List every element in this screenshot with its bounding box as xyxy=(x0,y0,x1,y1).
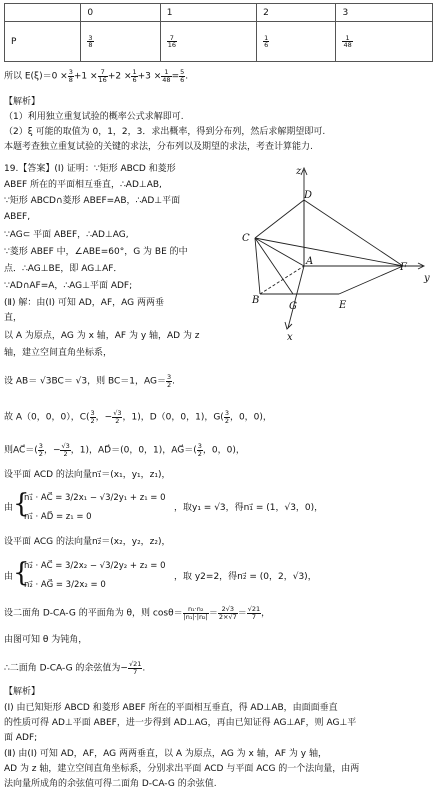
equation-line: n₂⃗ · AC⃗ = 3/2x₂ − √3/2y₂ + z₂ = 0 xyxy=(24,561,166,571)
text-line: 19.【答案】(Ⅰ) 证明：∵矩形 ABCD 和菱形 xyxy=(4,164,176,174)
equation-line: n₂⃗ · AG⃗ = 3/2x₂ = 0 xyxy=(24,580,106,590)
analysis-heading: 【解析】 xyxy=(4,687,41,697)
edge-CD xyxy=(255,200,304,238)
text-line: ABEF 所在的平面相互垂直，∴AD⊥AB, xyxy=(4,180,162,190)
label-B: B xyxy=(252,295,260,306)
fraction: $\frac{3}{8}$ xyxy=(88,33,93,49)
table-cell xyxy=(5,4,81,22)
label-D: D xyxy=(304,190,313,201)
fraction: $\frac{7}{16}$ xyxy=(167,33,176,49)
text-line: 法向量所成角的余弦值可得二面角 D-CA-G 的余弦值. xyxy=(4,779,217,789)
text-line: （1）利用独立重复试验的概率公式求解即可. xyxy=(4,112,184,122)
table-header-row xyxy=(5,4,433,22)
expectation-line: 所以 E(ξ)＝0 × $\frac{3}{8}$ +1 × $\frac{7}{16}$ +2 × $\frac{1}{6}$ +3 × $\frac{1}{48}$ = $\frac{5}{6}$ . xyxy=(4,68,189,84)
fraction: $\frac{1}{6}$ xyxy=(264,33,269,49)
edge-EF xyxy=(339,266,403,294)
text-line: ∵矩形 ABCD∩菱形 ABEF=AB，∴AD⊥平面 xyxy=(4,196,181,206)
text-line: 以 A 为原点，AG 为 x 轴，AF 为 y 轴，AD 为 z xyxy=(4,331,200,341)
table-cell: 3 xyxy=(336,4,433,22)
text-line: ∵菱形 ABEF 中，∠ABE=60°，G 为 BE 的中 xyxy=(4,247,188,257)
label-z: z xyxy=(296,166,302,177)
edge-DF xyxy=(304,200,403,266)
label-x: x xyxy=(287,332,293,340)
table-cell xyxy=(81,22,160,62)
text-line: 的性质可得 AD⊥平面 ABEF，进一步得到 AD⊥AG，再由已知证得 AG⊥AF，则 AG⊥平 xyxy=(4,718,357,728)
text-line: ∵AD∩AF=A，∴AG⊥平面 ADF; xyxy=(4,281,133,291)
x-axis xyxy=(288,266,304,328)
text-line: (Ⅰ) 由已知矩形 ABCD 和菱形 ABEF 所在的平面相互垂直，得 AD⊥AB，由面面垂直 xyxy=(4,703,338,713)
text-line: 点．∴AG⊥BE，即 AG⊥AF． xyxy=(4,264,123,274)
system-prefix: 由 xyxy=(4,572,14,582)
geometry-figure xyxy=(238,160,438,340)
system-prefix: 由 xyxy=(4,503,14,513)
text-line: AD 为 z 轴，建立空间直角坐标系，分别求出平面 ACD 与平面 ACG 的一个法向量，由两 xyxy=(4,764,360,774)
label-G: G xyxy=(289,301,297,312)
table-cell: 1 xyxy=(160,4,256,22)
text-line: ，取y₁ = √3，得n₁⃗ = (1，√3，0)， xyxy=(174,503,324,513)
text-line: 面 ADF; xyxy=(4,733,38,743)
label-y: y xyxy=(424,273,430,284)
text-line: 设 AB＝ √3BC＝ √3，则 BC＝1，AG＝ $\frac{3}{2}$ . xyxy=(4,373,176,389)
table-cell: 0 xyxy=(81,4,160,22)
text-line: 轴，建立空间直角坐标系， xyxy=(4,348,113,358)
distribution-table xyxy=(4,3,433,62)
label-F: F xyxy=(400,262,407,273)
text-line: 设平面 ACG 的法向量n₂⃗＝(x₂，y₂，z₂)， xyxy=(4,537,171,547)
text-line: 由图可知 θ 为钝角， xyxy=(4,635,88,645)
text-line: 设平面 ACD 的法向量n₁⃗＝(x₁，y₁，z₁)， xyxy=(4,470,171,480)
brace-icon: { xyxy=(13,489,30,519)
fraction: $\frac{1}{48}$ xyxy=(343,33,352,49)
edge-CB xyxy=(255,238,260,294)
label-C: C xyxy=(242,233,250,244)
equation-line: n₁⃗ · AC⃗ = 3/2x₁ − √3/2y₁ + z₁ = 0 xyxy=(24,493,166,503)
label-E: E xyxy=(339,300,347,311)
table-cell xyxy=(257,22,336,62)
final-line: ∴二面角 D-CA-G 的余弦值为− $\frac{√21}{7}$ . xyxy=(4,660,146,676)
brace-icon: { xyxy=(13,558,30,588)
equation-line: n₁⃗ · AD⃗ = z₁ = 0 xyxy=(24,512,92,522)
table-cell xyxy=(336,22,433,62)
text-line: ABEF, xyxy=(4,212,31,222)
text-line: （2）ξ 可能的取值为 0，1，2，3．求出概率，得到分布列，然后求解期望即可. xyxy=(4,127,326,137)
text-line: (Ⅱ) 解：由(Ⅰ) 可知 AD，AF，AG 两两垂 xyxy=(4,298,164,308)
vectors-line: 则AC⃗＝( $\frac{3}{2}$ ，− $\frac{√3}{2}$ ，1)，AD⃗＝(0，0，1)，AG⃗＝( $\frac{3}{2}$ ，0，0)， xyxy=(4,442,245,458)
text-line: ∵AG⊂ 平面 ABEF，∴AD⊥AG, xyxy=(4,230,129,240)
table-cell: P xyxy=(5,22,81,62)
edge-CF xyxy=(255,238,403,266)
text-line: ，取 y2=2，得n₂⃗ = (0，2，√3)， xyxy=(174,572,317,582)
text-line: 直， xyxy=(4,313,23,323)
label-A: A xyxy=(306,256,314,267)
coords-line: 故 A（0，0，0），C( $\frac{3}{2}$ ，− $\frac{√3}{2}$ ，1)，D（0，0，1)，G( $\frac{3}{2}$ ，0，0)， xyxy=(4,409,272,425)
cos-line: 设二面角 D-CA-G 的平面角为 θ，则 cosθ＝ $\frac{\text{n₁·n₂}}{\text{|n₁|·|n₂|}}$ ＝ $\frac{2√3}{2\times√7}$ ＝ $\frac{√21}{7}$ ， xyxy=(4,605,271,621)
text-line: (Ⅱ) 由(Ⅰ) 可知 AD，AF，AG 两两垂直，以 A 为原点，AG 为 x 轴，AF 为 y 轴， xyxy=(4,749,327,759)
table-cell xyxy=(160,22,256,62)
table-cell: 2 xyxy=(257,4,336,22)
table-row xyxy=(5,22,433,62)
text-line: 本题考查独立重复试验的关键的求法，分布列以及期望的求法，考查计算能力. xyxy=(4,142,313,152)
analysis-heading: 【解析】 xyxy=(4,97,41,107)
